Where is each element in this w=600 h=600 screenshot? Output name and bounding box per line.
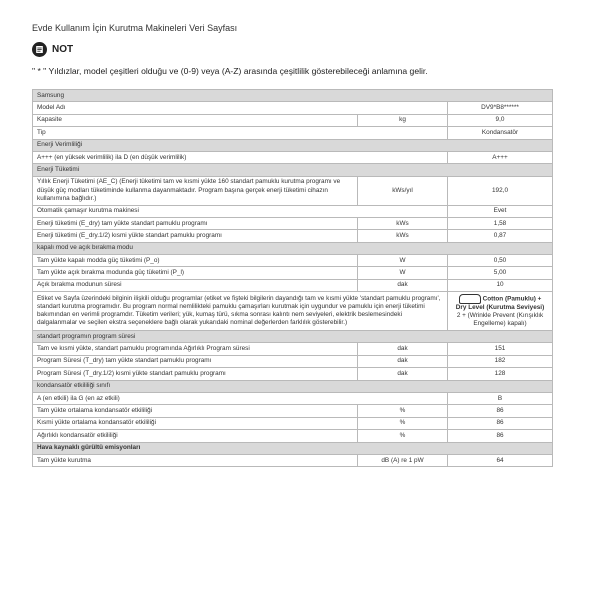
row-value: A+++ xyxy=(448,151,553,163)
row-unit: % xyxy=(358,417,448,429)
table-row xyxy=(33,292,553,331)
section-header: Hava kaynaklı gürültü emisyonları xyxy=(33,442,553,454)
row-value: 151 xyxy=(448,343,553,355)
row-value: B xyxy=(448,393,553,405)
row-label: Tam yükte açık bırakma modunda güç tüketimi (P_l) xyxy=(33,267,358,279)
table-row xyxy=(33,217,553,229)
table-row xyxy=(33,355,553,367)
row-unit: dak xyxy=(358,279,448,291)
table-row xyxy=(33,127,553,139)
row-value: DV9*B8****** xyxy=(448,102,553,114)
note-text: " * " Yıldızlar, model çeşitleri olduğu ve (0-9) veya (A-Z) arasında çeşitlilik gösterebileceği anlamına gelir. xyxy=(32,66,428,76)
row-unit: kWs xyxy=(358,217,448,229)
section-header: Enerji Tüketimi xyxy=(33,164,553,176)
row-unit: % xyxy=(358,405,448,417)
table-row xyxy=(33,279,553,291)
row-label: Tam yükte ortalama kondansatör etkililiği xyxy=(33,405,358,417)
row-value: 182 xyxy=(448,355,553,367)
row-unit: dak xyxy=(358,355,448,367)
program-option-line: Dry Level (Kurutma Seviyesi) xyxy=(455,303,545,311)
row-unit: W xyxy=(358,267,448,279)
row-value: 10 xyxy=(448,279,553,291)
row-value: 86 xyxy=(448,417,553,429)
row-label: Etiket ve Sayfa üzerindeki bilginin ilişkili olduğu programlar (etiket ve fişteki bilgilerin dayandığı tam ve kısmi yükte 'standart pamuklu programı', standart kurutma programıdır. Bu program normal nemlilikteki pamuklu çamaşırları kurutmak için uygundur ve pamuklu için enerji tüketimi bakımından en verimli programdır. Tüketim verileri; yük, kumaş türü, sıkma sonrası kalıntı nem seviyeleri, elektrik beslemesindeki dalgalanmalar ve seçilen ekstra seçeneklere bağlı olarak yukarıdaki nominal değerlerden farklılık gösterebilir.) xyxy=(33,292,448,331)
row-unit: dak xyxy=(358,343,448,355)
row-label: A+++ (en yüksek verimlilik) ila D (en düşük verimlilik) xyxy=(33,151,448,163)
table-row xyxy=(33,430,553,442)
row-value: 64 xyxy=(448,454,553,466)
section-header: Enerji Verimliliği xyxy=(33,139,553,151)
row-label: Program Süresi (T_dry) tam yükte standart pamuklu programı xyxy=(33,355,358,367)
row-label: Kapasite xyxy=(33,114,358,126)
row-value: 192,0 xyxy=(448,176,553,205)
table-row xyxy=(33,343,553,355)
row-value: 0,87 xyxy=(448,230,553,242)
row-value: Kondansatör xyxy=(448,127,553,139)
row-value: 1,58 xyxy=(448,217,553,229)
row-value: 9,0 xyxy=(448,114,553,126)
spec-table xyxy=(32,89,553,467)
program-option-line: 2 + (Wrinkle Prevent (Kırışıklık Engelleme) kapalı) xyxy=(456,312,544,328)
table-row xyxy=(33,205,553,217)
table-row xyxy=(33,393,553,405)
row-label: Tip xyxy=(33,127,448,139)
note-header xyxy=(32,42,73,57)
row-unit: kWs xyxy=(358,230,448,242)
row-label: Program Süresi (T_dry.1/2) kısmi yükte standart pamuklu programı xyxy=(33,368,358,380)
document-title: Evde Kullanım İçin Kurutma Makineleri Veri Sayfası xyxy=(32,23,238,33)
table-row xyxy=(33,151,553,163)
table-row xyxy=(33,255,553,267)
table-row xyxy=(33,417,553,429)
row-unit: dB (A) re 1 pW xyxy=(358,454,448,466)
row-unit: W xyxy=(358,255,448,267)
row-label: Tam yükte kurutma xyxy=(33,454,358,466)
table-row xyxy=(33,230,553,242)
note-icon xyxy=(32,42,47,57)
row-unit: dak xyxy=(358,368,448,380)
row-value: 86 xyxy=(448,430,553,442)
row-label: Enerji tüketimi (E_dry) tam yükte standart pamuklu programı xyxy=(33,217,358,229)
section-header: standart programın program süresi xyxy=(33,331,553,343)
standard-program-value xyxy=(448,292,553,331)
row-label: Enerji tüketimi (E_dry.1/2) kısmi yükte standart pamuklu programı xyxy=(33,230,358,242)
program-option-line: Cotton (Pamuklu) + xyxy=(452,294,548,304)
table-row xyxy=(33,405,553,417)
row-label: Kısmi yükte ortalama kondansatör etkililiği xyxy=(33,417,358,429)
row-value: Evet xyxy=(448,205,553,217)
row-label: Otomatik çamaşır kurutma makinesi xyxy=(33,205,448,217)
table-row xyxy=(33,267,553,279)
row-unit: % xyxy=(358,430,448,442)
note-label: NOT xyxy=(52,44,74,55)
table-row xyxy=(33,102,553,114)
row-unit: kWs/yıl xyxy=(358,176,448,205)
table-row xyxy=(33,176,553,205)
row-value: 0,50 xyxy=(448,255,553,267)
row-label: Tam yükte kapalı modda güç tüketimi (P_o) xyxy=(33,255,358,267)
row-label: Tam ve kısmi yükte, standart pamuklu programında Ağırlıklı Program süresi xyxy=(33,343,358,355)
row-value: 5,00 xyxy=(448,267,553,279)
row-unit: kg xyxy=(358,114,448,126)
table-row xyxy=(33,454,553,466)
cotton-program-icon xyxy=(459,294,481,304)
row-value: 86 xyxy=(448,405,553,417)
row-label: A (en etkili) ila G (en az etkili) xyxy=(33,393,448,405)
row-label: Ağırlıklı kondansatör etkililiği xyxy=(33,430,358,442)
section-header: kapalı mod ve açık bırakma modu xyxy=(33,242,553,254)
row-label: Açık bırakma modunun süresi xyxy=(33,279,358,291)
section-header: kondansatör etkililiği sınıfı xyxy=(33,380,553,392)
table-row xyxy=(33,368,553,380)
brand-cell: Samsung xyxy=(33,90,553,102)
row-label: Yıllık Enerji Tüketimi (AE_C) (Enerji tüketimi tam ve kısmi yükte 160 standart pamuklu kurutma programı ve düşük güç modları tüketiminde kullanma dayanmaktadır. Program başına gerçek enerji tüketimi cihazın kullanımına bağlıdır.) xyxy=(33,176,358,205)
row-value: 128 xyxy=(448,368,553,380)
row-label: Model Adı xyxy=(33,102,448,114)
table-row xyxy=(33,90,553,102)
table-row xyxy=(33,114,553,126)
